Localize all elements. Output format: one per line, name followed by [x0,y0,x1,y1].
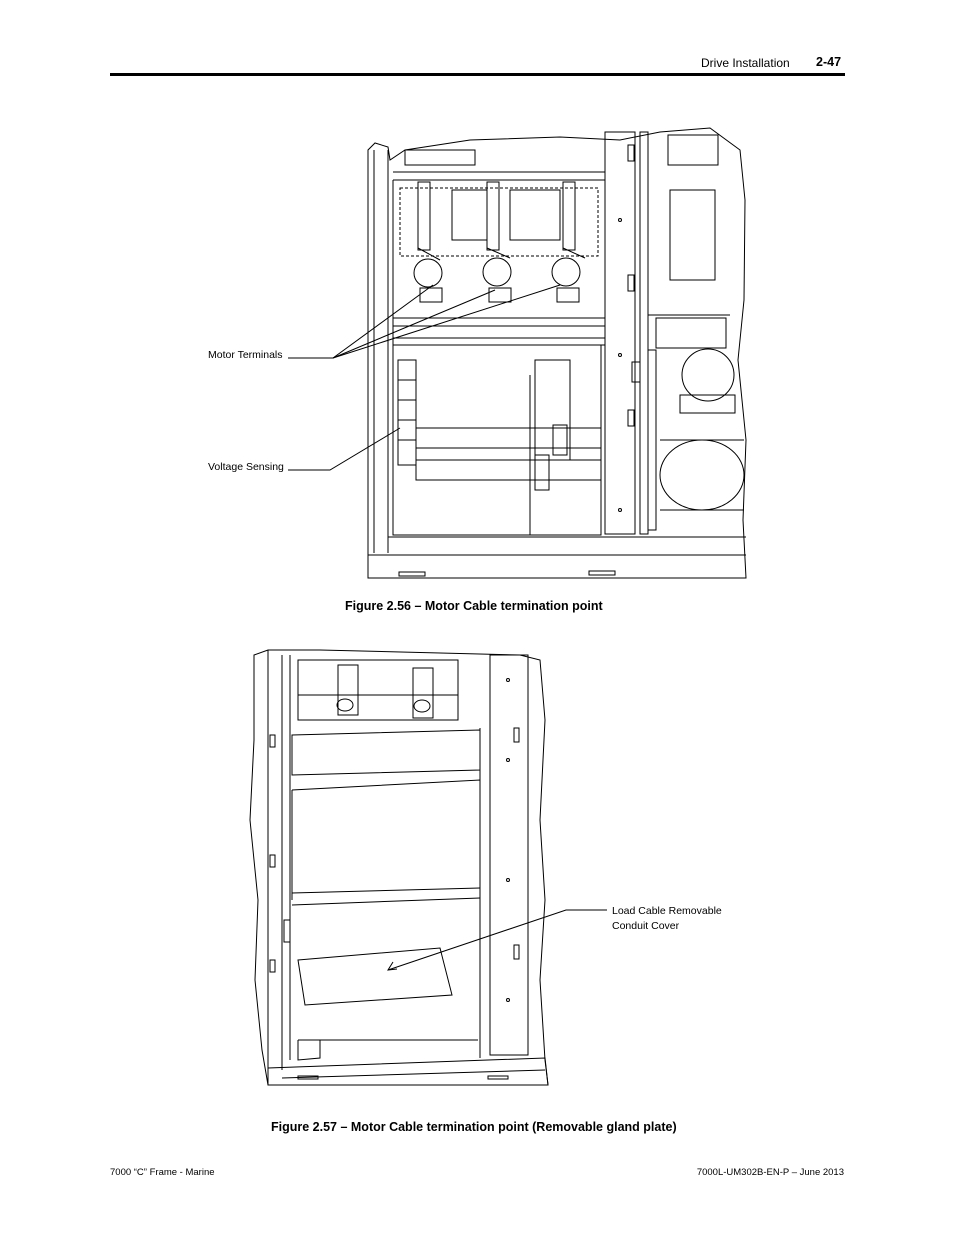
footer-left: 7000 “C” Frame - Marine [110,1167,215,1178]
callout-load-cable-line-1: Load Cable Removable [612,905,722,917]
figure-2-56-caption: Figure 2.56 – Motor Cable termination point [345,599,603,613]
page-number: 2-47 [816,55,842,69]
footer-right: 7000L-UM302B-EN-P – June 2013 [696,1167,844,1178]
callout-motor-terminals: Motor Terminals [208,349,283,361]
callout-voltage-sensing: Voltage Sensing [208,461,284,473]
callout-load-cable-line-2: Conduit Cover [612,920,680,932]
running-header-section: Drive Installation [701,56,790,70]
figure-2-57-caption: Figure 2.57 – Motor Cable termination point (Removable gland plate) [271,1120,677,1134]
